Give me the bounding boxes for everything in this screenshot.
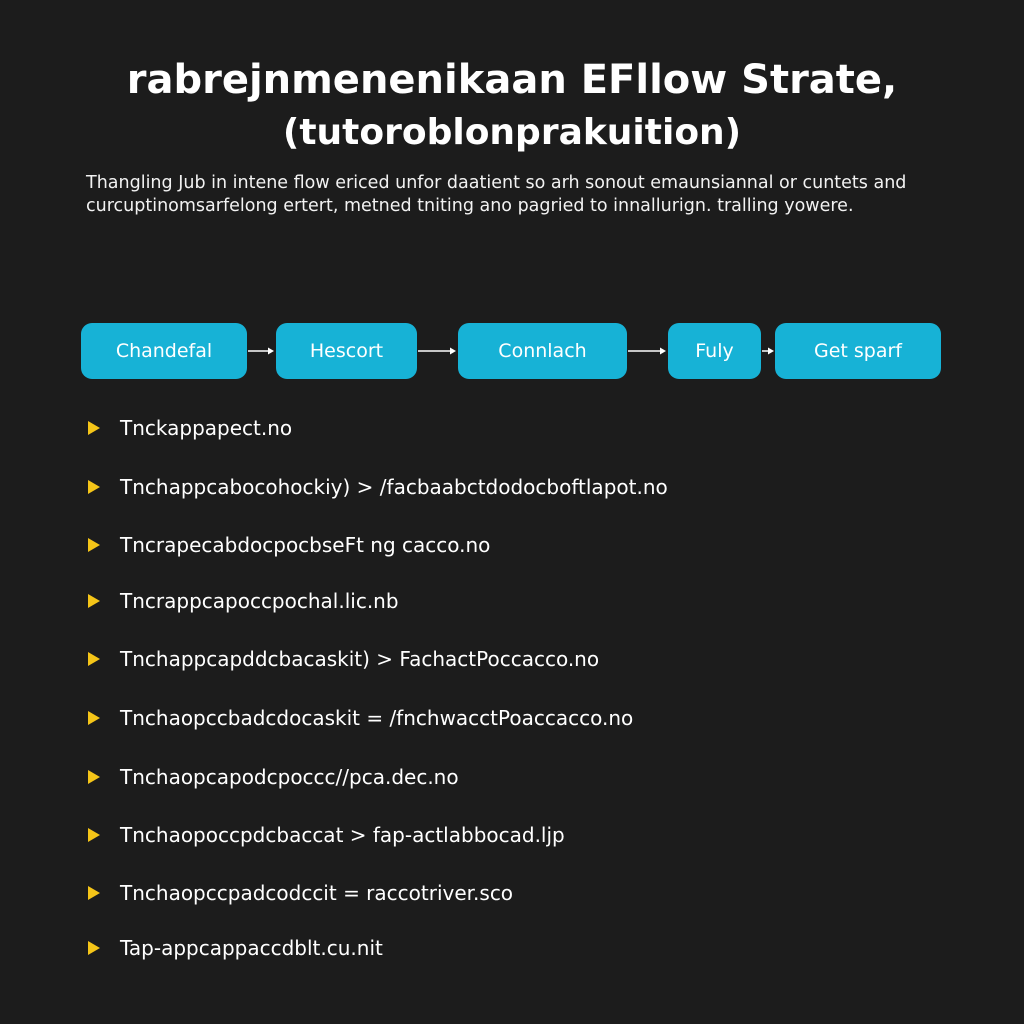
bullet-triangle-icon [88,941,100,955]
list-item-text: Tnchaopccbadcdocaskit = /fnchwacctPoaccacco.no [120,706,634,730]
arrow-icon [761,323,775,379]
list-item-text: Tnchappcapddcbacaskit) > FachactPoccacco.no [120,647,600,671]
list-item-text: Tnchaopccpadcodccit = raccotriver.sco [120,881,514,905]
bullet-triangle-icon [88,421,100,435]
list-item-text: Tnchaopcapodcpoccc//pca.dec.no [120,765,459,789]
arrow-icon [417,323,458,379]
bullet-triangle-icon [88,538,100,552]
bullet-triangle-icon [88,594,100,608]
page-title: rabrejnmenenikaan EFllow Strate, [126,57,898,103]
bullet-triangle-icon [88,711,100,725]
arrow-icon [247,323,276,379]
list-item-text: Tncrappcapoccpochal.lic.nb [120,589,399,613]
list-item-text: Tnchappcabocohockiy) > /facbaabctdodocboftlapot.no [120,475,668,499]
flow-node-4[interactable]: Fuly [668,323,761,379]
page-subtitle: (tutoroblonprakuition) [282,112,742,153]
bullet-triangle-icon [88,480,100,494]
list-item-text: Tnchaopoccpdcbaccat > fap-actlabbocad.ljp [120,823,565,847]
bullet-triangle-icon [88,828,100,842]
description-line-2: curcuptinomsarfelong ertert, metned tniting ano pagried to innallurign. tralling yowere. [86,196,854,216]
flow-node-2[interactable]: Hescort [276,323,417,379]
list-item-text: Tap-appcappaccdblt.cu.nit [120,936,383,960]
bullet-triangle-icon [88,652,100,666]
list-item-text: Tnckappapect.no [120,416,293,440]
description-line-1: Thangling Jub in intene flow ericed unfor daatient so arh sonout emaunsiannal or cuntets and [86,173,907,193]
list-item-text: TncrapecabdocpocbseFt ng cacco.no [120,533,491,557]
flow-node-1[interactable]: Chandefal [81,323,247,379]
arrow-icon [627,323,668,379]
bullet-triangle-icon [88,886,100,900]
description [86,172,946,218]
flow-node-3[interactable]: Connlach [458,323,627,379]
bullet-triangle-icon [88,770,100,784]
flow-node-5[interactable]: Get sparf [775,323,941,379]
